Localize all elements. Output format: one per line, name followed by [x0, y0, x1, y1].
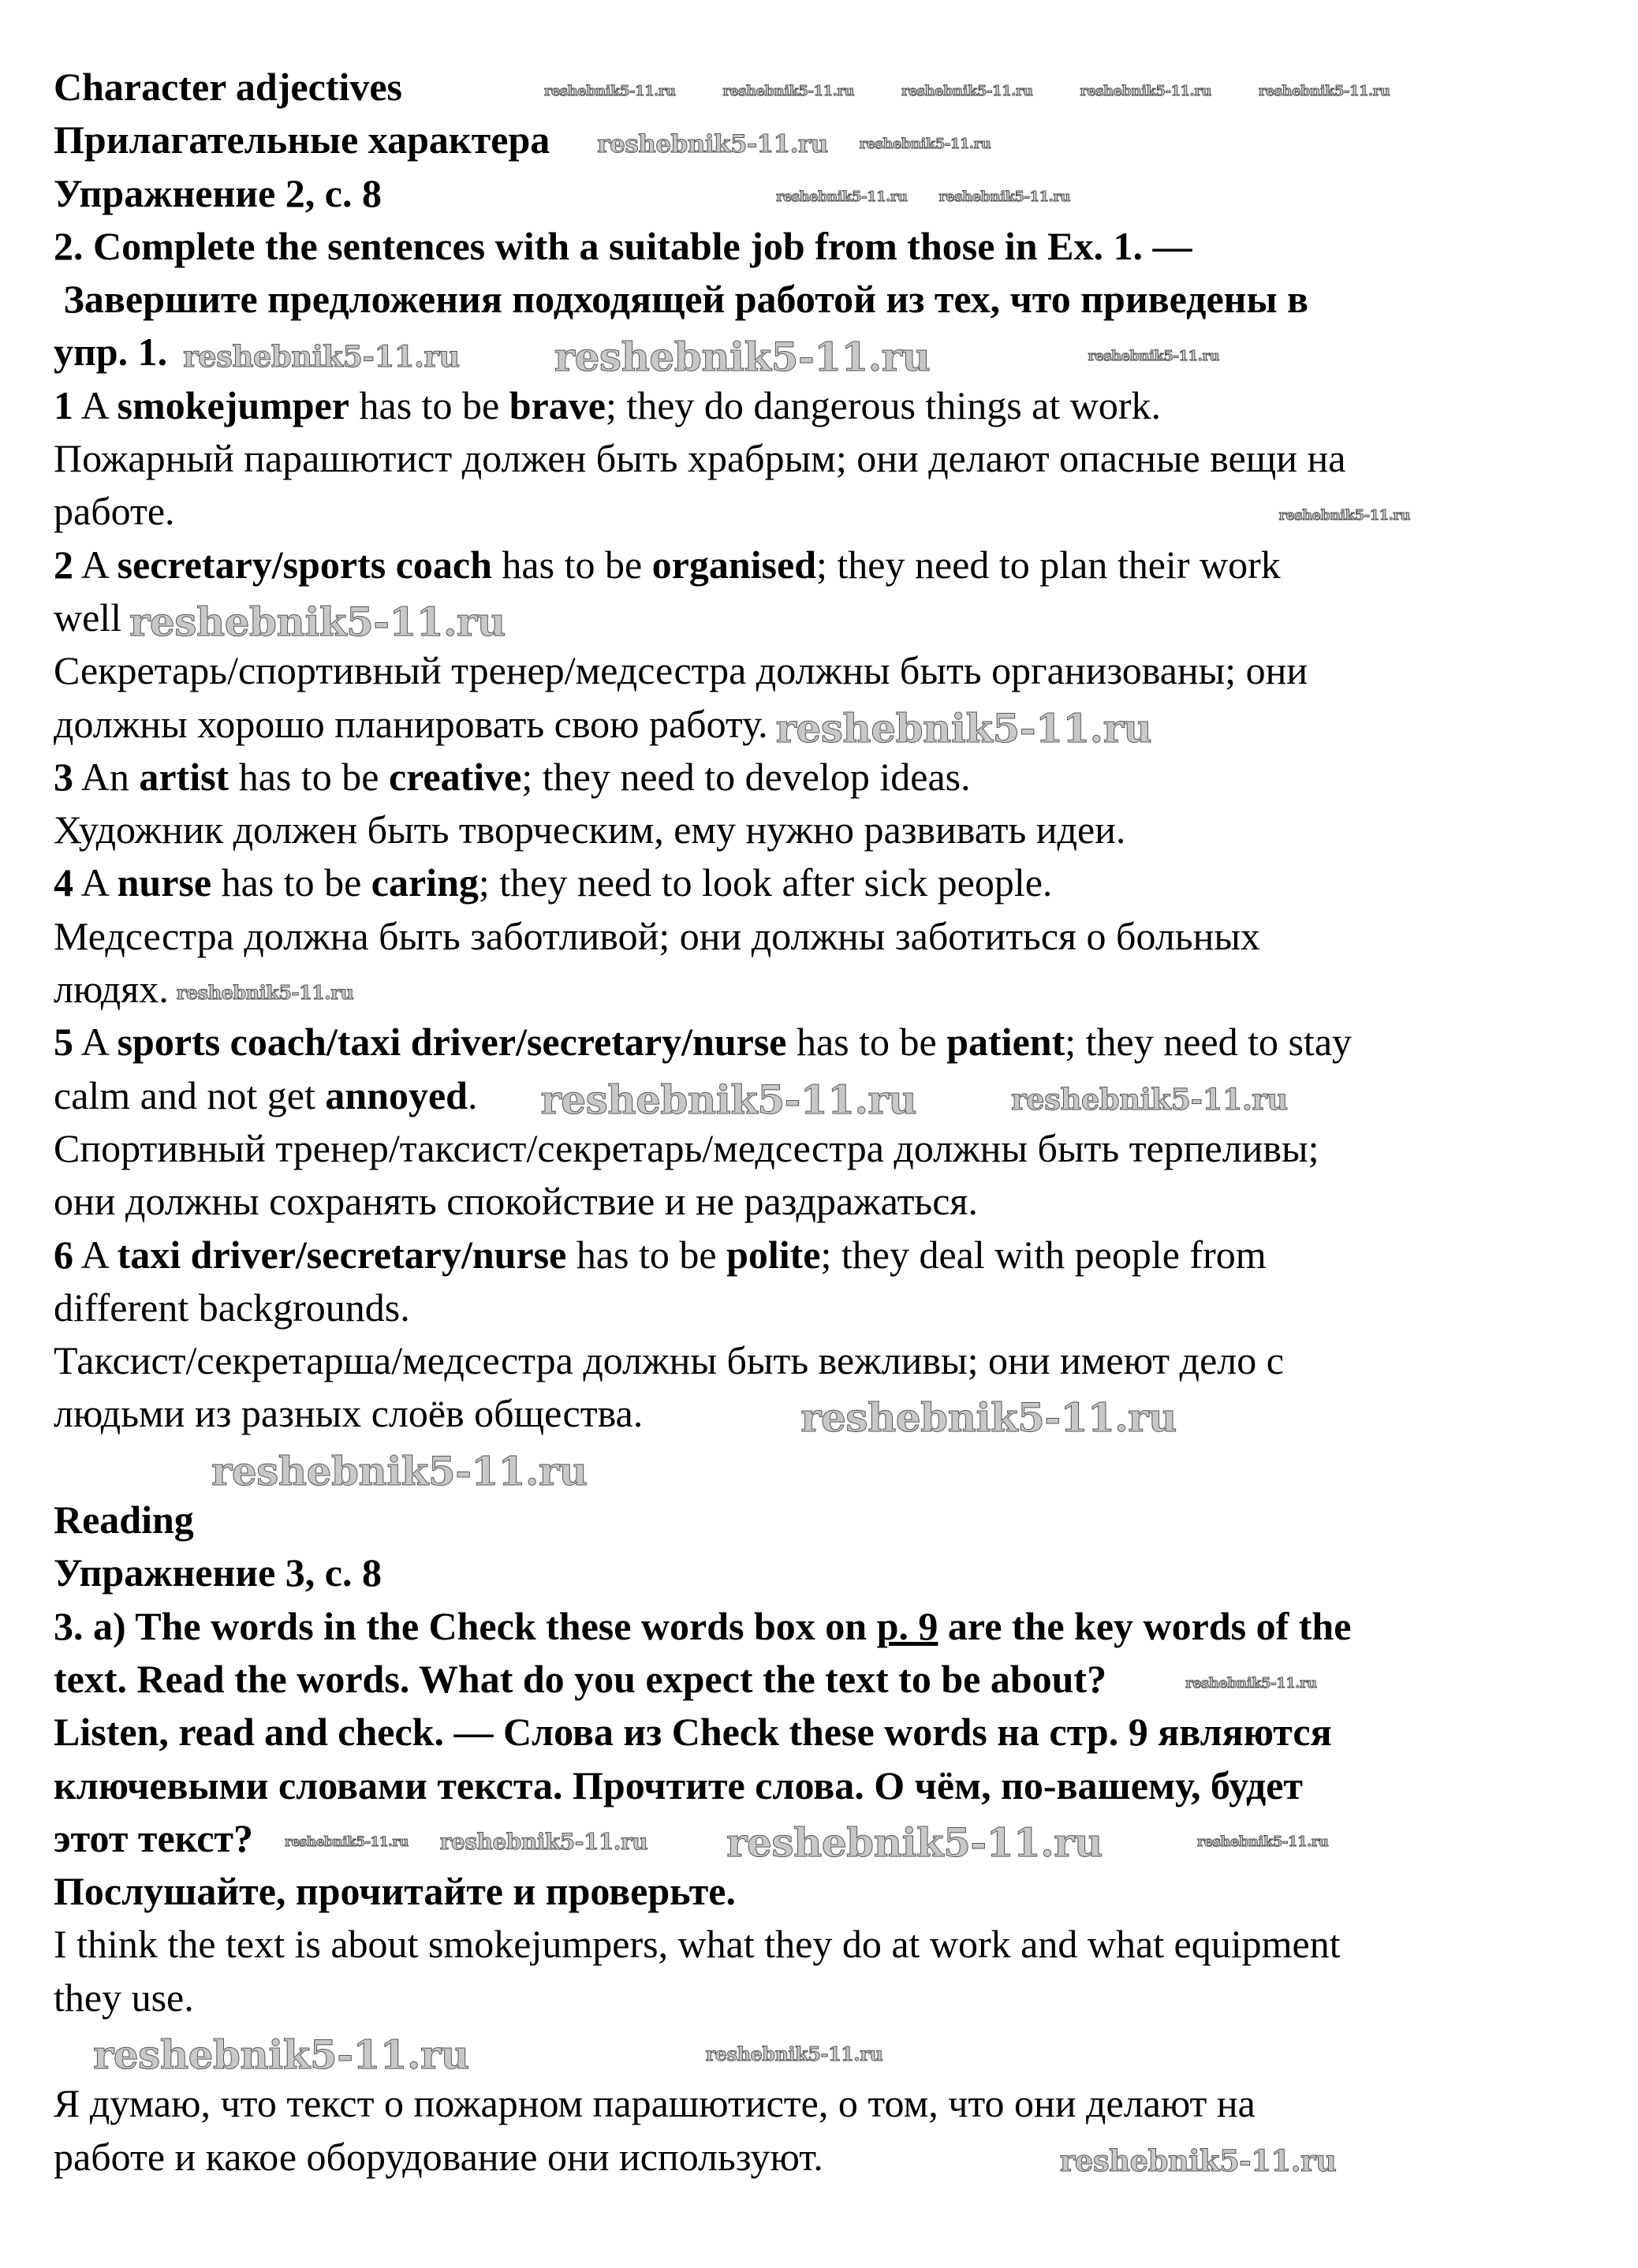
- text-line: [54, 910, 1410, 963]
- text-line: [54, 326, 1410, 379]
- watermark: reshebnik5-11.ru: [705, 2042, 883, 2066]
- bold-text: Послушайте, прочитайте и проверьте.: [54, 1869, 736, 1914]
- text-line: [54, 1546, 1410, 1599]
- text-line: [54, 1865, 1410, 1918]
- watermark: reshebnik5-11.ru: [1088, 348, 1219, 365]
- text-line: [54, 1812, 1410, 1865]
- bold-text: этот текст?: [54, 1815, 253, 1860]
- bold-text: Упражнение 3, с. 8: [54, 1550, 382, 1595]
- text: An: [73, 754, 140, 799]
- text-line: [54, 963, 1410, 1016]
- text: работе и какое оборудование они используют.: [54, 2134, 823, 2179]
- bold-text: brave: [509, 382, 606, 427]
- watermark: reshebnik5-11.ru: [901, 82, 1033, 99]
- watermark: reshebnik5-11.ru: [1080, 82, 1211, 99]
- text-line: [54, 1122, 1410, 1175]
- text: Секретарь/спортивный тренер/медсестра должны быть организованы; они: [54, 648, 1308, 693]
- watermark: reshebnik5-11.ru: [1278, 507, 1410, 524]
- watermark: reshebnik5-11.ru: [1011, 1081, 1288, 1117]
- watermark: reshebnik5-11.ru: [859, 135, 991, 152]
- text-line: [54, 273, 1410, 326]
- text-line: [54, 1229, 1410, 1281]
- watermark: reshebnik5-11.ru: [540, 1076, 917, 1123]
- watermark: reshebnik5-11.ru: [543, 82, 676, 99]
- watermark: reshebnik5-11.ru: [183, 338, 460, 374]
- bold-text: 2: [54, 542, 73, 587]
- watermark: reshebnik5-11.ru: [1258, 82, 1390, 99]
- bold-text: nurse: [117, 860, 212, 905]
- text: Медсестра должна быть заботливой; они должны заботиться о больных: [54, 913, 1260, 958]
- bold-text: ключевыми словами текста. Прочтите слова. О чём, по-вашему, будет: [54, 1763, 1303, 1807]
- bold-text: polite: [726, 1232, 821, 1277]
- text: ; they do dangerous things at work.: [605, 382, 1162, 427]
- bold-text: are the key words of the: [938, 1603, 1352, 1648]
- text-line: [54, 1334, 1410, 1387]
- watermark: reshebnik5-11.ru: [129, 599, 506, 645]
- text: ; they need to plan their work: [816, 542, 1281, 587]
- bold-text: Listen, read and check. — Слова из Check these words на стр. 9 являются: [54, 1710, 1332, 1755]
- text-line: [54, 432, 1410, 485]
- text-line: [54, 1971, 1410, 2024]
- bold-text: creative: [388, 754, 522, 799]
- text-line: [54, 698, 1410, 751]
- bold-text: sports coach/taxi driver/secretary/nurse: [117, 1020, 787, 1065]
- text: has to be: [786, 1020, 947, 1065]
- watermark: reshebnik5-11.ru: [284, 1833, 409, 1850]
- text: людях.: [54, 967, 169, 1012]
- blank-line: [54, 1441, 1410, 1494]
- bold-text: Прилагательные характера: [54, 118, 550, 162]
- bold-text: Упражнение 2, с. 8: [54, 170, 382, 215]
- bold-text: annoyed: [325, 1072, 468, 1117]
- watermark: reshebnik5-11.ru: [176, 981, 354, 1005]
- text: A: [73, 542, 118, 587]
- text: A: [73, 1232, 118, 1277]
- watermark: reshebnik5-11.ru: [1185, 1674, 1317, 1692]
- bold-text: artist: [139, 754, 229, 799]
- text: has to be: [566, 1232, 727, 1277]
- text: Пожарный парашютист должен быть храбрым; они делают опасные вещи на: [54, 436, 1346, 481]
- bold-text: caring: [371, 860, 479, 905]
- bold-text: text. Read the words. What do you expect the text to be about?: [54, 1656, 1107, 1701]
- text: ; they deal with people from: [820, 1232, 1267, 1277]
- text: ; they need to look after sick people.: [478, 860, 1053, 905]
- text: .: [467, 1072, 478, 1117]
- bold-text: Character adjectives: [54, 65, 402, 109]
- text-line: [54, 644, 1410, 697]
- watermark: reshebnik5-11.ru: [93, 2031, 469, 2079]
- watermark: reshebnik5-11.ru: [775, 188, 908, 206]
- text: они должны сохранять спокойствие и не раздражаться.: [54, 1179, 978, 1224]
- text: Спортивный тренер/таксист/секретарь/медсестра должны быть терпеливы;: [54, 1125, 1319, 1170]
- text-line: [54, 751, 1410, 804]
- text: A: [73, 860, 118, 905]
- document-body: [54, 61, 1410, 2184]
- text: has to be: [491, 542, 652, 587]
- text: ; they need to develop ideas.: [521, 754, 971, 799]
- bold-text: 3: [54, 754, 73, 799]
- text-line: [54, 1069, 1410, 1122]
- watermark: reshebnik5-11.ru: [775, 704, 1152, 752]
- text-line: [54, 61, 1410, 114]
- text: has to be: [349, 382, 509, 427]
- text-line: [54, 220, 1410, 273]
- text-line: [54, 1706, 1410, 1759]
- bold-text: Reading: [54, 1498, 194, 1542]
- text-line: [54, 804, 1410, 856]
- text-line: [54, 1387, 1410, 1440]
- watermark: reshebnik5-11.ru: [726, 1819, 1103, 1866]
- text: ; they need to stay: [1065, 1020, 1353, 1065]
- text-line: [54, 485, 1410, 538]
- bold-text: organised: [651, 542, 817, 587]
- text-line: [54, 1653, 1410, 1706]
- watermark: reshebnik5-11.ru: [597, 129, 828, 159]
- bold-text: 6: [54, 1232, 73, 1277]
- text-line: [54, 2077, 1410, 2130]
- text-line: [54, 856, 1410, 909]
- bold-text: 1: [54, 382, 73, 427]
- text: I think the text is about smokejumpers, what they do at work and what equipment: [54, 1922, 1341, 1967]
- text: работе.: [54, 489, 175, 534]
- text-line: [54, 591, 1410, 644]
- text: людьми из разных слоёв общества.: [54, 1391, 644, 1436]
- text: different backgrounds.: [54, 1285, 410, 1330]
- bold-text: 4: [54, 860, 73, 905]
- watermark: reshebnik5-11.ru: [211, 1447, 588, 1494]
- text: Таксист/секретарша/медсестра должны быть вежливы; они имеют дело с: [54, 1338, 1284, 1383]
- watermark: reshebnik5-11.ru: [554, 333, 931, 380]
- text-line: [54, 1494, 1410, 1546]
- text: A: [73, 382, 118, 427]
- blank-line: [54, 2024, 1410, 2077]
- text-line: [54, 114, 1410, 166]
- bold-text: упр. 1.: [54, 330, 168, 375]
- text-line: [54, 539, 1410, 591]
- text: has to be: [229, 754, 389, 799]
- bold-text: smokejumper: [117, 382, 350, 427]
- watermark: reshebnik5-11.ru: [1059, 2143, 1337, 2178]
- text-line: [54, 1175, 1410, 1228]
- text: должны хорошо планировать свою работу.: [54, 701, 768, 746]
- watermark: reshebnik5-11.ru: [722, 82, 854, 99]
- text: Художник должен быть творческим, ему нужно развивать идеи.: [54, 808, 1126, 852]
- watermark: reshebnik5-11.ru: [800, 1394, 1177, 1442]
- watermark: reshebnik5-11.ru: [1196, 1833, 1329, 1851]
- text: has to be: [211, 860, 371, 905]
- text: well: [54, 595, 122, 640]
- text-line: [54, 1918, 1410, 1971]
- bold-text: taxi driver/secretary/nurse: [117, 1232, 567, 1277]
- text-line: [54, 1016, 1410, 1069]
- bold-text: 5: [54, 1020, 73, 1065]
- text: they use.: [54, 1975, 194, 2020]
- text-line: [54, 1281, 1410, 1334]
- text: A: [73, 1020, 118, 1065]
- bold-text: secretary/sports coach: [117, 542, 492, 587]
- bold-text: patient: [946, 1020, 1065, 1065]
- text: calm and not get: [54, 1072, 326, 1117]
- text-line: [54, 167, 1410, 220]
- text-line: [54, 379, 1410, 432]
- bold-text: Завершите предложения подходящей работой из тех, что приведены в: [54, 277, 1308, 322]
- text-line: [54, 1759, 1410, 1812]
- text: Я думаю, что текст о пожарном парашютисте, о том, что они делают на: [54, 2081, 1256, 2126]
- bold-text: 2. Complete the sentences with a suitable job from those in Ex. 1. —: [54, 223, 1192, 268]
- watermark: reshebnik5-11.ru: [938, 188, 1070, 206]
- text-line: [54, 2131, 1410, 2184]
- watermark: reshebnik5-11.ru: [439, 1828, 648, 1855]
- bold-text: 3. a) The words in the Check these words box on: [54, 1603, 877, 1648]
- bold-text: p. 9: [876, 1603, 938, 1648]
- text-line: [54, 1600, 1410, 1653]
